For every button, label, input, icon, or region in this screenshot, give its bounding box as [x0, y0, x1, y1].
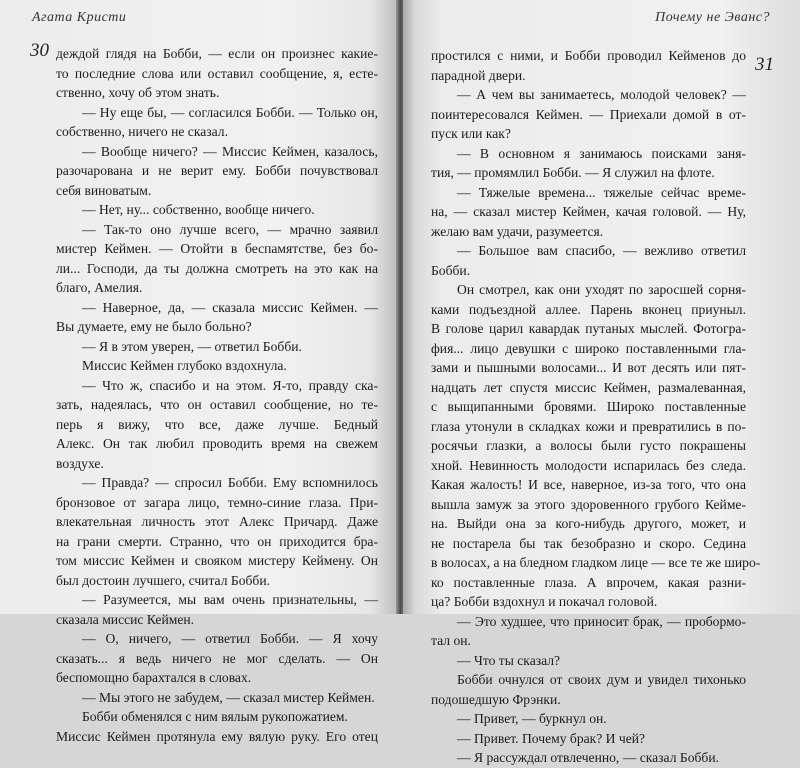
text-line: в волосах, а на бледном гладком лице — все те же широ-: [431, 555, 761, 570]
text-line: Бобби.: [431, 262, 471, 278]
text-line: В голове царил кавардак путаных мыслей. Фотогра-: [431, 321, 746, 336]
text-line: — Что ты сказал?: [457, 652, 561, 668]
text-line: хной. Невинность молодости испарилась без следа.: [431, 457, 746, 473]
text-line: фия... лицо девушки с широко поставленными гла-: [431, 340, 746, 356]
text-line: собственно, ничего не сказал.: [56, 124, 228, 139]
text-line: ками подъездной аллее. Парень вконец приуныл.: [431, 301, 746, 317]
running-header: Агата Кристи: [32, 10, 127, 25]
text-line: — В основном я занимаюсь поисками заня-: [457, 145, 746, 161]
text-line: ца? Бобби вздохнул и покачал головой.: [431, 594, 658, 609]
text-line: перь я вижу, что все, даже лучше. Бедный: [56, 416, 378, 432]
page-body-text: [431, 46, 761, 768]
text-line: — Большое вам спасибо, — вежливо ответил: [457, 243, 746, 258]
text-line: — Тяжелые времена... тяжелые сейчас време-: [457, 184, 746, 200]
text-line: пуск или как?: [431, 126, 511, 141]
text-line: глаза утонули в складках кожи и превратились в по-: [431, 418, 746, 434]
text-line: не постарела бы так безобразно и скоро. Седина: [431, 535, 746, 551]
text-line: деждой глядя на Бобби, — если он произнес какие-: [56, 46, 378, 61]
text-line: бронзовое от загара лицо, темно-синие глаза. При-: [56, 494, 378, 510]
text-line: на грани смерти. Странно, что он приходится бра-: [56, 533, 378, 549]
text-line: поинтересовался Кеймен. — Приехали домой в от-: [431, 106, 746, 122]
right-page: [403, 0, 800, 765]
text-line: вышла замуж за этого здоровенного грубого Кейме-: [431, 496, 746, 512]
text-line: тия, — промямлил Бобби. — Я служил на флоте.: [431, 165, 715, 180]
text-line: — Что ж, спасибо и на этом. Я-то, правду ска-: [82, 377, 378, 393]
text-line: мистер Кеймен. — Отойти в беспамятстве, без бо-: [56, 241, 378, 256]
text-line: — Разумеется, мы вам очень признательны, —: [82, 592, 378, 607]
text-line: Вы думаете, ему не было больно?: [56, 319, 252, 334]
text-line: том миссис Кеймен и своякoм мистеру Кеймену. Он: [56, 553, 378, 568]
text-line: — Правда? — спросил Бобби. Ему вспомнилось: [82, 475, 378, 490]
text-line: желаю вам удачи, разумеется.: [431, 223, 604, 239]
page-number: 31: [755, 54, 774, 75]
text-line: — Так-то оно лучше всего, — мрачно заявил: [82, 221, 378, 237]
text-line: воздухе.: [56, 455, 104, 471]
text-line: Алекс. Он так любил проводить время на свежем: [56, 436, 378, 451]
text-line: — Я рассуждал отвлеченно, — сказал Бобби.: [457, 750, 719, 765]
text-line: зать, надеялась, что он оставил сообщение, но те-: [56, 397, 378, 412]
text-line: — О, ничего, — ответил Бобби. — Я хочу: [82, 631, 378, 646]
text-line: Миссис Кеймен глубоко вздохнула.: [82, 358, 287, 373]
text-line: росячьи глазки, а волосы были густо покрашены: [431, 438, 746, 453]
text-line: надцать лет спустя миссис Кеймен, размалеванная,: [431, 379, 746, 395]
text-line: то последние слова или оставил сообщение, я, есте-: [56, 65, 378, 81]
text-line: себя виноватым.: [56, 182, 152, 198]
text-line: благо, Амелия.: [56, 280, 143, 295]
text-line: сказать... я ведь ничего не мог сделать. — Он: [56, 650, 378, 666]
text-line: ственно, хочу об этом знать.: [56, 85, 220, 100]
text-line: — Наверное, да, — сказала миссис Кеймен. —: [82, 299, 378, 315]
text-line: подошедшую Фрэнки.: [431, 691, 561, 707]
text-line: ли... Господи, да ты должна смотреть на это как на: [56, 260, 378, 276]
text-line: Какая жалость! И все, наверное, из-за того, что она: [431, 477, 746, 492]
left-page: [0, 0, 398, 744]
text-line: влекательная личность этот Алекс Причард. Даже: [56, 514, 378, 529]
running-header: Почему не Эванс?: [655, 10, 770, 25]
text-line: был достоин лучшего, считал Бобби.: [56, 572, 270, 588]
text-line: простился с ними, и Бобби проводил Кейменов до: [431, 48, 746, 63]
text-line: — Это худшее, что приносит брак, — пробормо-: [457, 613, 746, 629]
text-line: с выщипанными бровями. Широко поставленные: [431, 399, 746, 414]
text-line: — Нет, ну... собственно, вообще ничего.: [82, 202, 315, 217]
text-line: — Привет, — буркнул он.: [457, 711, 607, 726]
text-line: Он смотрел, как они уходят по заросшей сорня-: [457, 282, 746, 297]
text-line: разочарована и не верит ему. Бобби почувствовал: [56, 163, 378, 178]
text-line: зами и пышными волосами... И вот десять или пят-: [431, 360, 746, 375]
text-line: сказала миссис Кеймен.: [56, 611, 195, 627]
text-line: тал он.: [431, 633, 471, 648]
text-line: беспомощно барахтался в словах.: [56, 670, 252, 685]
text-line: на. Выйди она за кого-нибудь другого, может, и: [431, 516, 746, 531]
text-line: — Мы этого не забудем, — сказал мистер Кеймен.: [82, 689, 375, 705]
page-body-text: [56, 44, 378, 746]
page-number: 30: [30, 40, 49, 61]
text-line: — А чем вы занимаетесь, молодой человек? —: [457, 87, 746, 102]
text-line: — Вообще ничего? — Миссис Кеймен, казалось,: [82, 143, 378, 159]
text-line: Бобби обменялся с ним вялым рукопожатием.: [82, 709, 348, 724]
text-line: — Ну еще бы, — согласился Бобби. — Только он,: [82, 104, 378, 120]
text-line: Бобби очнулся от своих дум и увидел тихонько: [457, 672, 746, 687]
text-line: на, — сказал мистер Кеймен, качая головой. — Ну,: [431, 204, 746, 219]
text-line: — Привет. Почему брак? И чей?: [457, 730, 646, 746]
text-line: ко поставленные глаза. А впрочем, какая разни-: [431, 574, 746, 590]
text-line: — Я в этом уверен, — ответил Бобби.: [82, 338, 302, 354]
text-line: парадной двери.: [431, 67, 526, 83]
text-line: Миссис Кеймен протянула ему вялую руку. Его отец: [56, 728, 378, 744]
